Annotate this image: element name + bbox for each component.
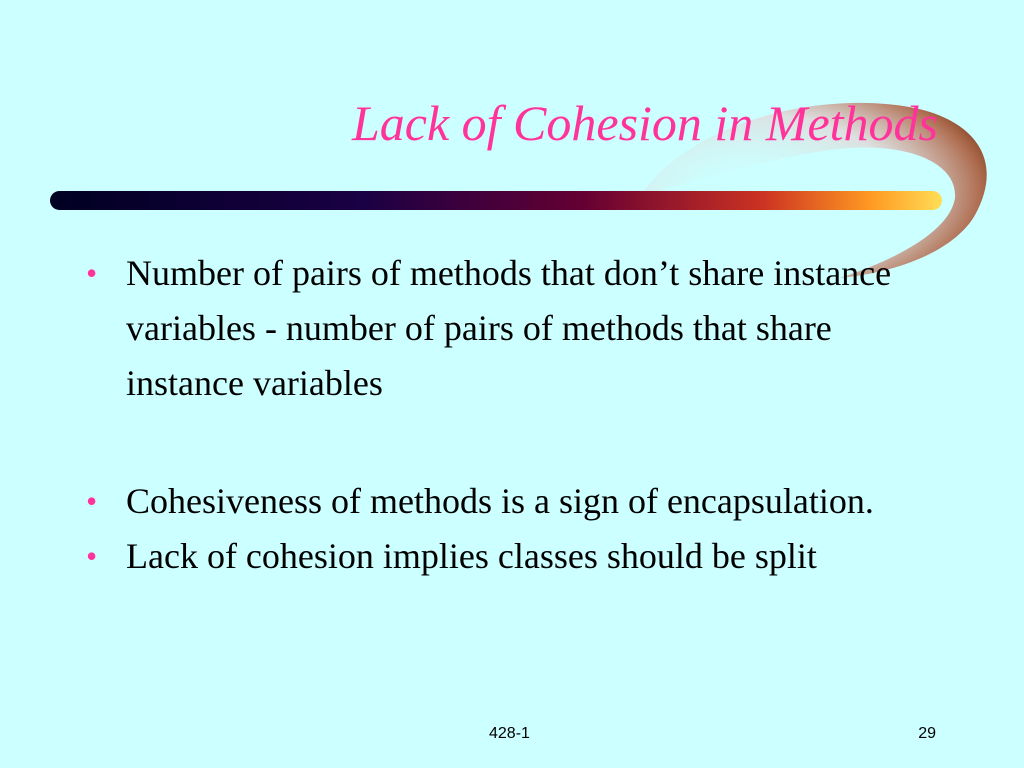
bullet-text: Lack of cohesion implies classes should be split xyxy=(126,536,817,576)
bullet-item xyxy=(86,246,946,411)
bullet-dot-icon: • xyxy=(86,483,98,519)
bullet-list xyxy=(86,246,946,584)
bullet-text: Number of pairs of methods that don’t share instance variables - number of pairs of methods that share instance variables xyxy=(126,253,892,403)
bullet-item xyxy=(86,474,946,529)
bullet-text: Cohesiveness of methods is a sign of encapsulation. xyxy=(126,481,874,521)
slide-title: Lack of Cohesion in Methods xyxy=(351,95,938,151)
gradient-bar xyxy=(50,191,942,210)
footer-course-code: 428-1 xyxy=(489,725,530,742)
bullet-dot-icon: • xyxy=(86,255,98,291)
bullet-dot-icon: • xyxy=(86,538,98,574)
slide-number: 29 xyxy=(918,725,936,742)
bullet-item xyxy=(86,529,946,584)
